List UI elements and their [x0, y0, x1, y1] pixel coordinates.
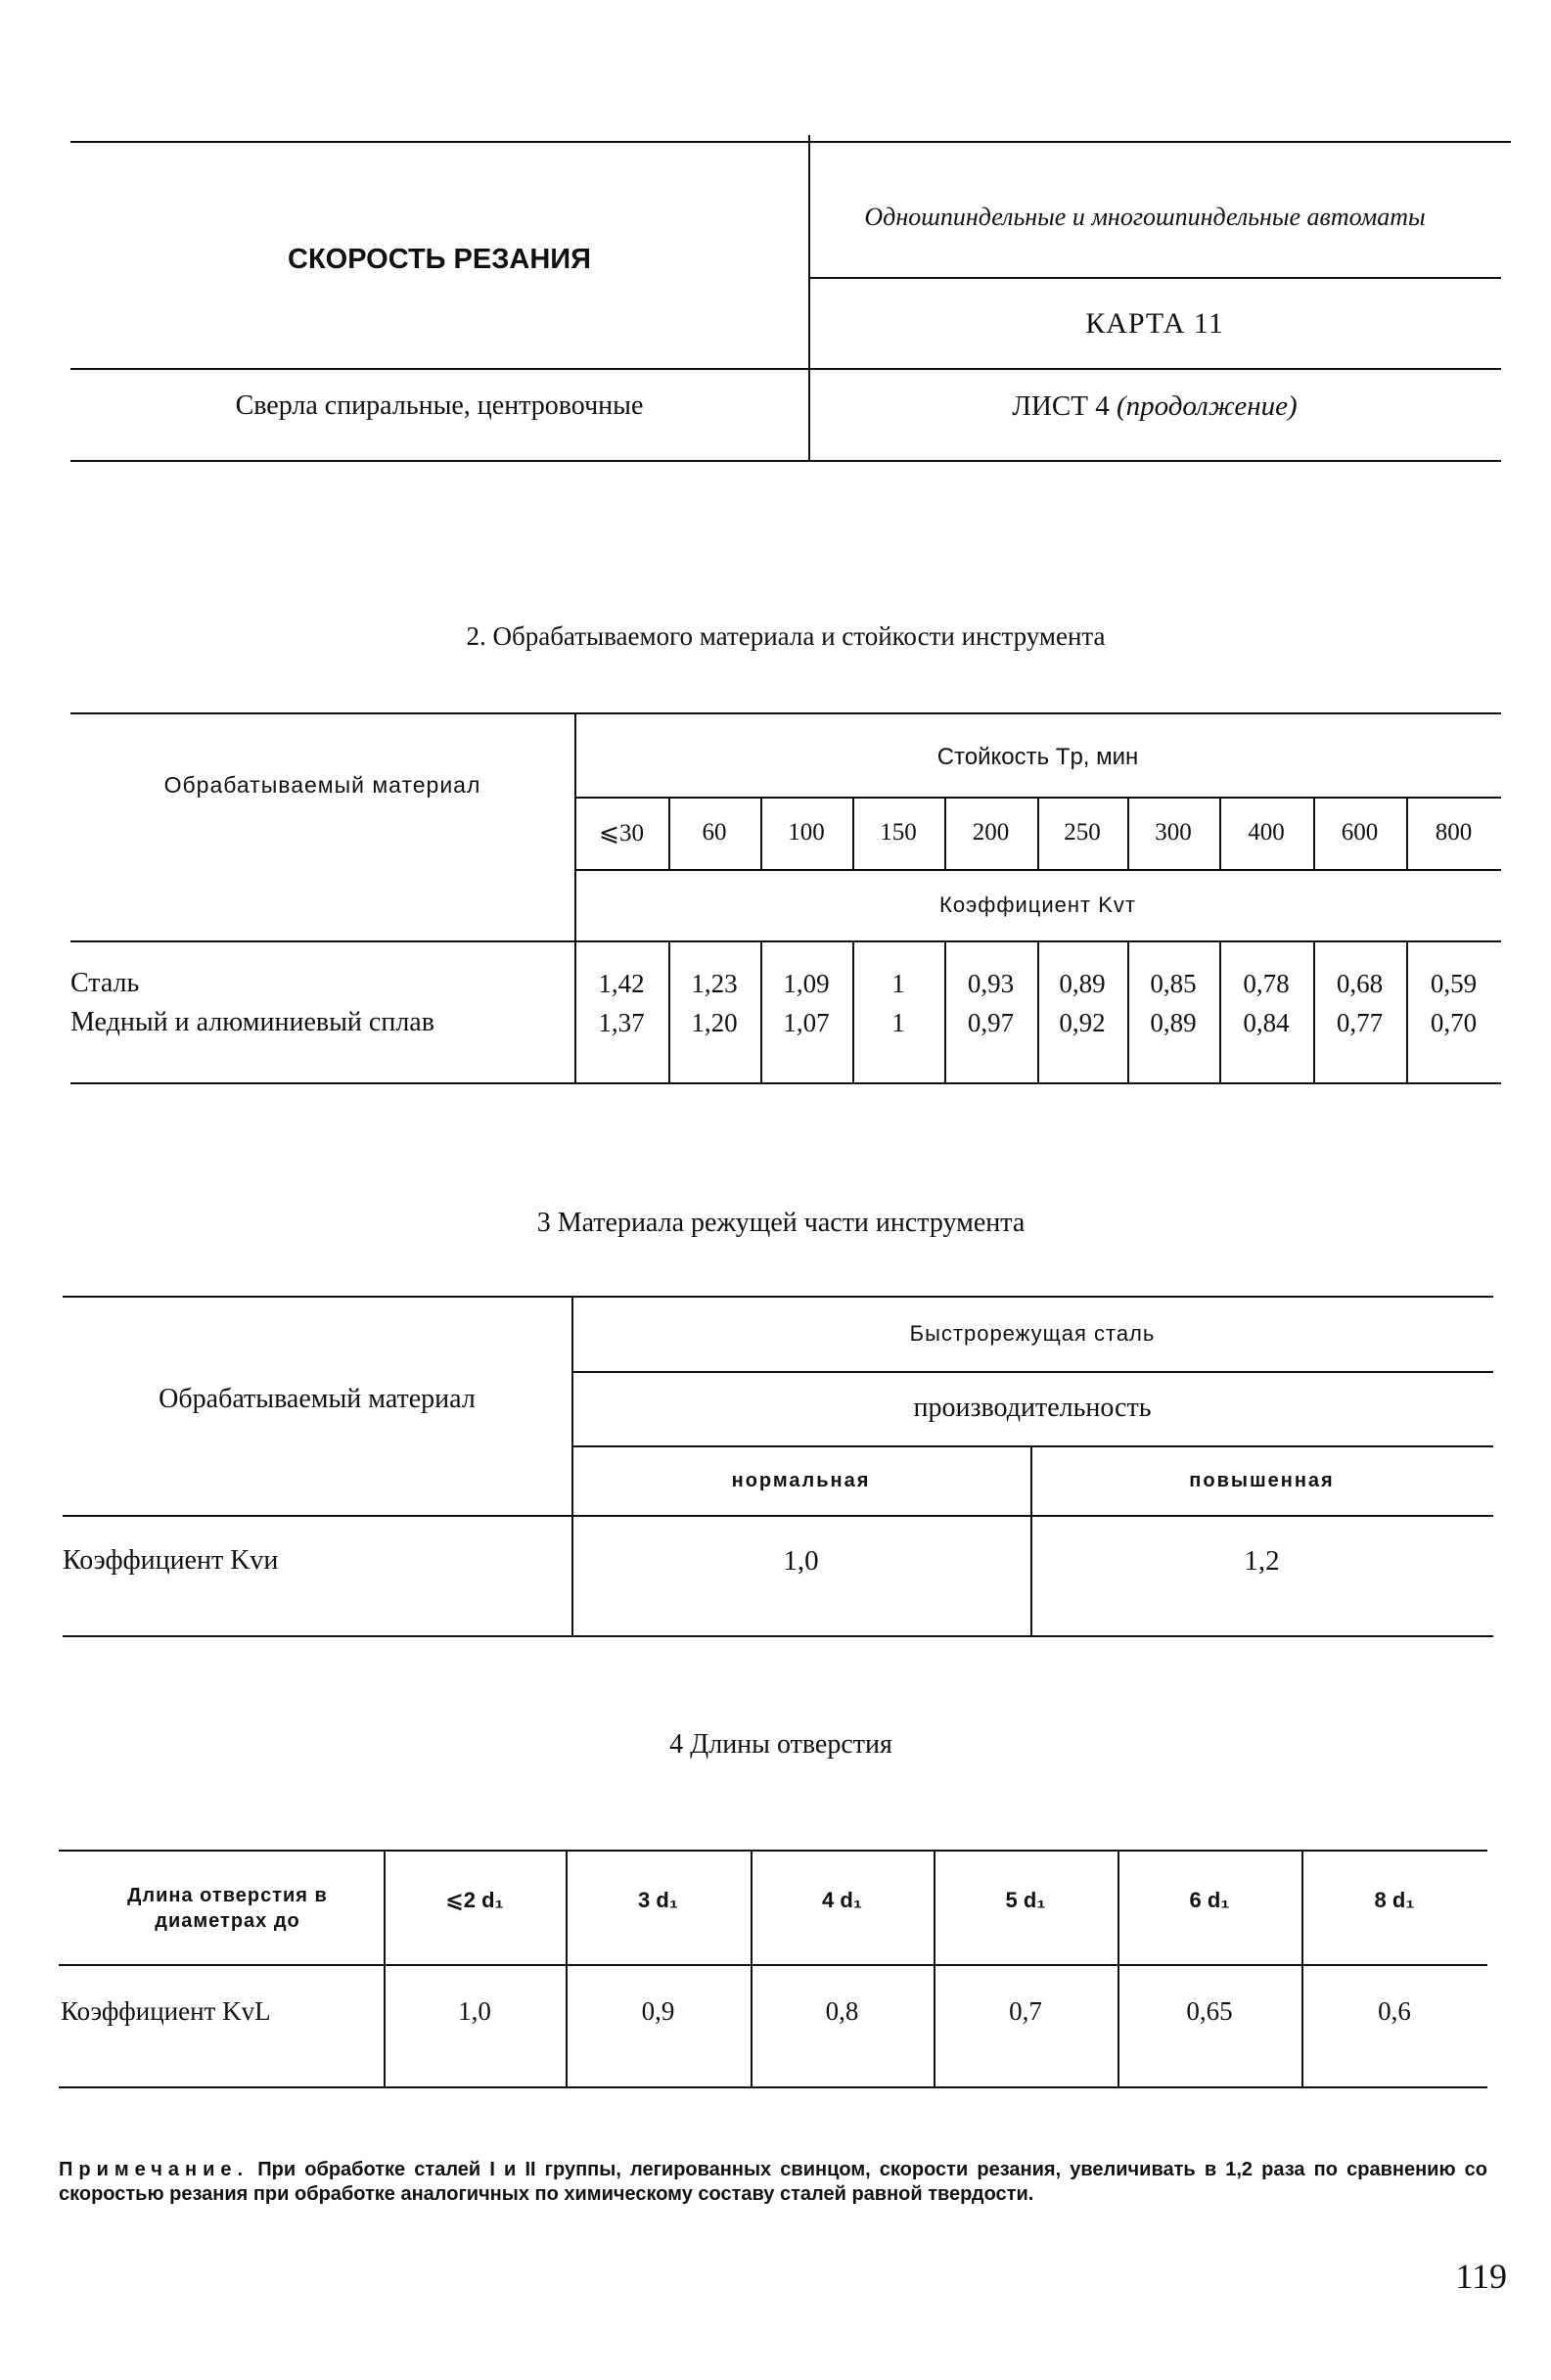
note-text: При обработке сталей I и II группы, легированных свинцом, скорости резания, увеличивать в 1,2 раза по сравнению со скоростью резания при обработке аналогичных по химическому составу сталей равной твердости. [59, 2159, 1487, 2205]
alloy-value: 1,07 [783, 1007, 830, 1037]
steel-value: 0,59 [1430, 968, 1478, 998]
alloy-value: 0,97 [967, 1007, 1015, 1037]
high-header: повышенная [1189, 1469, 1335, 1491]
normal-value: 1,0 [783, 1544, 819, 1577]
steel-value: 0,89 [1059, 968, 1106, 998]
kvl-value: 0,8 [825, 1995, 859, 2026]
alloy-value: 0,84 [1243, 1007, 1290, 1037]
alloy-value: 0,77 [1336, 1007, 1384, 1037]
card-number: КАРТА 11 [1085, 307, 1224, 340]
normal-header: нормальная [731, 1469, 871, 1491]
durability-column-header: 60 [702, 819, 727, 846]
durability-column-header: 200 [972, 819, 1010, 846]
kvl-value: 0,9 [641, 1995, 675, 2026]
hole-length-column-header: 8 d₁ [1374, 1888, 1415, 1912]
sheet-number [808, 377, 1501, 435]
hole-length-column-header: 3 d₁ [638, 1888, 678, 1912]
hole-length-column-header: 6 d₁ [1189, 1888, 1230, 1912]
material-header: Обрабатываемый материал [163, 772, 481, 798]
note-label: Примечание. [59, 2159, 250, 2180]
page-title: СКОРОСТЬ РЕЗАНИЯ [288, 243, 591, 275]
durability-column-header: 100 [788, 819, 825, 846]
material-header-3: Обрабатываемый материал [159, 1384, 476, 1414]
steel-value: 1,42 [598, 968, 645, 998]
row-label-steel: Сталь [70, 968, 140, 998]
steel-value: 0,68 [1336, 968, 1384, 998]
page-number: 119 [1455, 2257, 1507, 2296]
alloy-value: 1,37 [598, 1007, 645, 1037]
durability-column-header: 800 [1435, 819, 1473, 846]
durability-column-header: ⩽30 [599, 820, 644, 847]
row-label-alloy: Медный и алюминиевый сплав [70, 1007, 434, 1037]
alloy-value: 1 [891, 1007, 905, 1037]
sheet-prefix: ЛИСТ 4 [1012, 389, 1110, 422]
footnote [59, 2158, 1487, 2207]
alloy-value: 0,92 [1059, 1007, 1106, 1037]
steel-value: 0,85 [1150, 968, 1197, 998]
productivity-header: производительность [913, 1393, 1152, 1423]
durability-column-header: 600 [1341, 819, 1379, 846]
coef-kvl-label: Коэффициент KvL [61, 1995, 271, 2026]
hole-length-column-header: 5 d₁ [1005, 1888, 1046, 1912]
machine-type: Одношпиндельные и многошпиндельные автоматы [864, 203, 1426, 231]
steel-value: 0,78 [1243, 968, 1290, 998]
coef-kvt-header: Коэффициент Kvт [939, 892, 1136, 917]
alloy-value: 0,70 [1430, 1007, 1478, 1037]
durability-header: Стойкость Tр, мин [936, 744, 1139, 770]
durability-column-header: 300 [1155, 819, 1192, 846]
high-value: 1,2 [1244, 1544, 1280, 1577]
steel-value: 1,23 [691, 968, 738, 998]
kvl-value: 1,0 [458, 1995, 491, 2026]
durability-column-header: 400 [1248, 819, 1285, 846]
coef-kvi-label: Коэффициент Kvи [63, 1545, 279, 1576]
section4-caption: 4 Длины отверстия [669, 1729, 892, 1760]
length-header: Длина отверстия в диаметрах до [127, 1885, 328, 1932]
tool-name: Сверла спиральные, центровочные [235, 390, 644, 421]
kvl-value: 0,7 [1009, 1995, 1042, 2026]
section3-caption: 3 Материала режущей части инструмента [536, 1208, 1026, 1238]
steel-value: 1,09 [783, 968, 830, 998]
hole-length-column-header: ⩽2 d₁ [445, 1888, 504, 1912]
alloy-value: 0,89 [1150, 1007, 1197, 1037]
hole-length-column-header: 4 d₁ [822, 1888, 862, 1912]
sheet-suffix: (продолжение) [1116, 389, 1298, 422]
durability-column-header: 150 [880, 819, 917, 846]
hss-header: Быстрорежущая сталь [909, 1320, 1156, 1346]
kvl-value: 0,6 [1378, 1995, 1411, 2026]
steel-value: 1 [891, 968, 905, 998]
section2-caption: 2. Обрабатываемого материала и стойкости инструмента [466, 620, 1106, 651]
alloy-value: 1,20 [691, 1007, 738, 1037]
durability-column-header: 250 [1064, 819, 1101, 846]
kvl-value: 0,65 [1186, 1995, 1233, 2026]
steel-value: 0,93 [967, 968, 1015, 998]
